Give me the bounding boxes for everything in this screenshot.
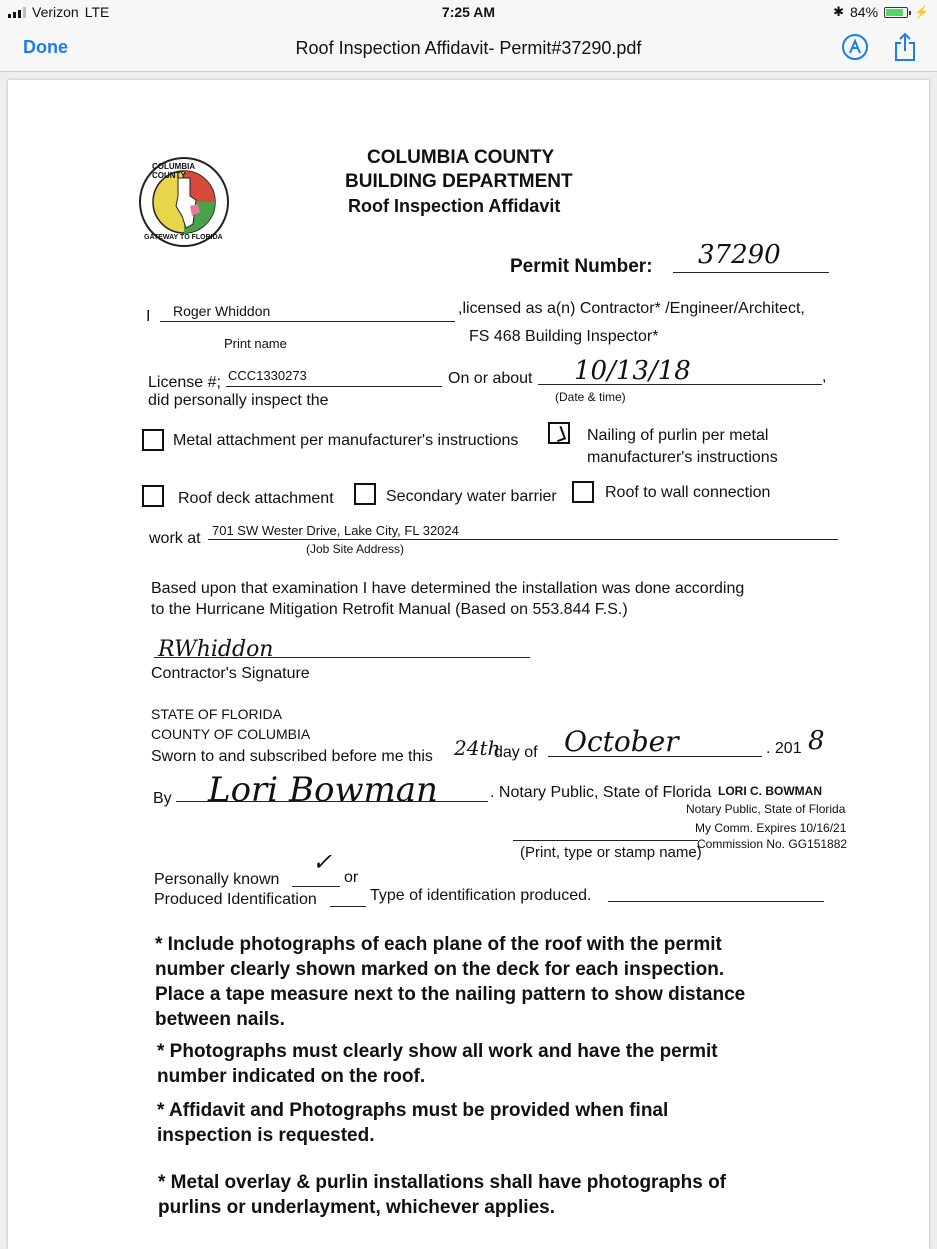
i-label: I <box>146 308 151 325</box>
note-metal-overlay-line-2: purlins or underlayment, whichever applies. <box>158 1197 555 1218</box>
contractor-signature: RWhiddon <box>158 637 274 662</box>
seal-top-text: COLUMBIA COUNTY <box>152 162 195 180</box>
bluetooth-icon: ✱ <box>833 4 845 19</box>
permit-line <box>673 272 829 273</box>
status-bar <box>0 0 937 24</box>
inspector-text: FS 468 Building Inspector* <box>469 328 659 345</box>
note-metal-overlay <box>158 1170 726 1220</box>
clock: 7:25 AM <box>441 4 496 20</box>
note-affidavit-line-1: * Affidavit and Photographs must be provided when final <box>157 1100 669 1121</box>
notary-label: . Notary Public, State of Florida <box>490 784 712 801</box>
county-label: COUNTY OF COLUMBIA <box>151 726 311 742</box>
or-label: or <box>344 869 359 886</box>
month-line <box>548 756 762 757</box>
checkbox-roof-deck[interactable] <box>142 485 164 507</box>
exam-text-1: Based upon that examination I have determined the installation was done according <box>151 580 745 597</box>
note-show-work <box>157 1039 718 1089</box>
date-comma: , <box>822 368 827 385</box>
notary-line <box>176 801 488 802</box>
note-photographs-line-4: between nails. <box>155 1009 285 1030</box>
label-nailing-2: manufacturer's instructions <box>587 449 778 466</box>
licensed-text: ,licensed as a(n) Contractor* /Engineer/Architect, <box>458 300 805 317</box>
label-roof-deck: Roof deck attachment <box>178 490 334 507</box>
heading-county: COLUMBIA COUNTY <box>367 147 555 168</box>
carrier: Verizon <box>32 4 79 20</box>
stamp-line-3: Commission No. GG151882 <box>697 837 848 851</box>
label-secondary-water: Secondary water barrier <box>386 488 557 505</box>
print-name-line <box>160 321 455 322</box>
day-of: day of <box>494 744 538 761</box>
date-value: 10/13/18 <box>574 356 691 386</box>
permit-label: Permit Number: <box>510 256 653 277</box>
navigation-bar <box>0 24 937 72</box>
notary-signature: Lori Bowman <box>208 770 438 810</box>
day-value: 24th <box>454 736 501 760</box>
note-affidavit-line-2: inspection is requested. <box>157 1125 375 1146</box>
permit-value: 37290 <box>698 240 781 270</box>
heading-department: BUILDING DEPARTMENT <box>345 171 573 192</box>
seal-bottom-text: GATEWAY TO FLORIDA <box>144 234 223 241</box>
network-type: LTE <box>84 4 110 20</box>
address-line <box>208 539 838 540</box>
note-show-work-line-2: number indicated on the roof. <box>157 1066 426 1087</box>
checkbox-nailing-purlin[interactable] <box>548 422 570 444</box>
label-nailing-1: Nailing of purlin per metal <box>587 427 769 444</box>
produced-label: Produced Identification <box>154 891 317 908</box>
job-site-label: (Job Site Address) <box>306 542 405 556</box>
type-id-line <box>608 901 824 902</box>
done-button[interactable]: Done <box>23 37 68 57</box>
on-or-about: On or about <box>448 370 533 387</box>
print-name-label: Print name <box>224 336 287 351</box>
pdf-page[interactable] <box>8 80 929 1249</box>
signature-line <box>154 657 530 658</box>
work-at-label: work at <box>149 530 201 547</box>
county-seal <box>138 156 230 248</box>
charging-icon: ⚡ <box>914 5 929 19</box>
known-label: Personally known <box>154 871 280 888</box>
date-line <box>538 384 822 385</box>
document-title: Roof Inspection Affidavit- Permit#37290.pdf <box>295 38 642 58</box>
known-checkmark: ✓ <box>312 848 333 876</box>
note-show-work-line-1: * Photographs must clearly show all work and have the permit <box>157 1041 718 1062</box>
print-type-line <box>513 840 698 841</box>
label-roof-wall: Roof to wall connection <box>605 484 771 501</box>
state-label: STATE OF FLORIDA <box>151 706 282 722</box>
note-photographs <box>155 932 745 1032</box>
note-photographs-line-2: number clearly shown marked on the deck for each inspection. <box>155 959 725 980</box>
year-prefix: . 201 <box>766 740 802 757</box>
by-label: By <box>153 790 172 807</box>
inspect-text: did personally inspect the <box>148 392 329 409</box>
note-affidavit <box>157 1098 668 1148</box>
print-type-label: (Print, type or stamp name) <box>520 844 702 861</box>
checkbox-roof-wall[interactable] <box>572 481 594 503</box>
license-value: CCC1330273 <box>228 368 307 383</box>
date-time-label: (Date & time) <box>555 390 626 404</box>
type-id-label: Type of identification produced. <box>370 887 592 904</box>
stamp-line-2: My Comm. Expires 10/16/21 <box>695 821 847 835</box>
signature-label: Contractor's Signature <box>151 665 310 682</box>
markup-icon[interactable] <box>842 34 868 60</box>
checkbox-secondary-water[interactable] <box>354 483 376 505</box>
note-photographs-line-3: Place a tape measure next to the nailing pattern to show distance <box>155 984 746 1005</box>
sworn-text: Sworn to and subscribed before me this <box>151 748 433 765</box>
battery-percent: 84% <box>850 4 879 20</box>
exam-text-2: to the Hurricane Mitigation Retrofit Manual (Based on 553.844 F.S.) <box>151 601 628 618</box>
label-metal-attachment: Metal attachment per manufacturer's instructions <box>173 432 519 449</box>
produced-line <box>330 906 366 907</box>
stamp-name: LORI C. BOWMAN <box>718 784 822 798</box>
checkbox-metal-attachment[interactable] <box>142 429 164 451</box>
print-name-value: Roger Whiddon <box>173 303 271 319</box>
heading-affidavit: Roof Inspection Affidavit <box>348 196 561 216</box>
year-value: 8 <box>808 726 825 756</box>
address-value: 701 SW Wester Drive, Lake City, FL 32024 <box>212 523 459 538</box>
license-label: License #; <box>148 374 221 391</box>
known-line <box>292 886 340 887</box>
month-value: October <box>564 725 679 758</box>
license-line <box>226 386 442 387</box>
share-icon[interactable] <box>893 32 917 62</box>
stamp-line-1: Notary Public, State of Florida <box>686 802 846 816</box>
note-metal-overlay-line-1: * Metal overlay & purlin installations shall have photographs of <box>158 1172 726 1193</box>
battery-icon <box>884 7 908 18</box>
note-photographs-line-1: * Include photographs of each plane of the roof with the permit <box>155 934 722 955</box>
